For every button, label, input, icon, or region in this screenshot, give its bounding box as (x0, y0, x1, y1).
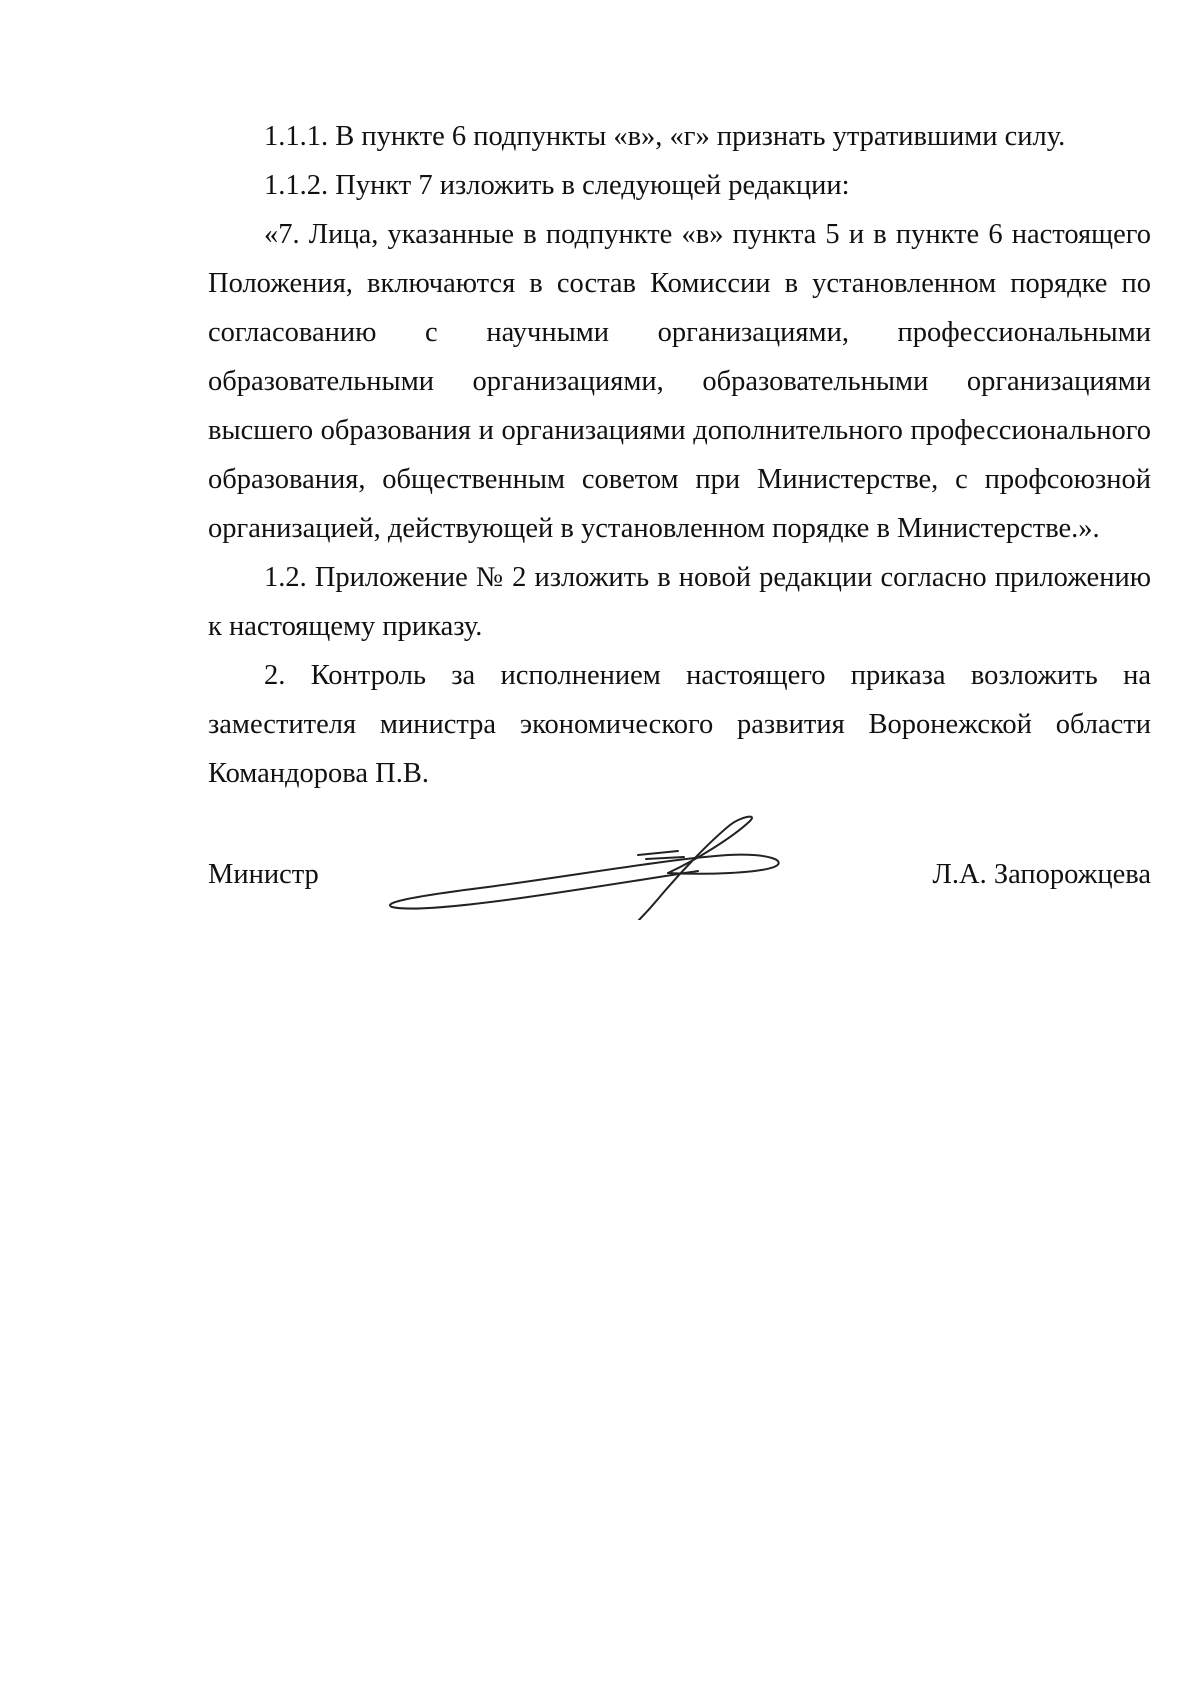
paragraph-2: 2. Контроль за исполнением настоящего приказа возложить на заместителя министра экономического развития Воронежской области Командорова П.В. (208, 660, 1151, 789)
signer-name: Л.А. Запорожцева (932, 859, 1151, 890)
document-body (208, 112, 1151, 798)
paragraph-1-2: 1.2. Приложение № 2 изложить в новой редакции согласно приложению к настоящему приказу. (208, 562, 1151, 642)
handwritten-signature (378, 815, 798, 920)
paragraph-1-1-2: 1.1.2. Пункт 7 изложить в следующей редакции: (264, 170, 850, 201)
signature-block (208, 815, 1151, 925)
paragraph-1-1-1: 1.1.1. В пункте 6 подпункты «в», «г» признать утратившими силу. (264, 121, 1066, 152)
position-title: Министр (208, 859, 319, 890)
paragraph-item-7: «7. Лица, указанные в подпункте «в» пункта 5 и в пункте 6 настоящего Положения, включаются в состав Комиссии в установленном порядке по согласованию с научными организациями, профессиональными образовательными организациями, образовательными организациями высшего образования и организациями дополнительного профессионального образования, общественным советом при Министерстве, с профсоюзной организацией, действующей в установленном порядке в Министерстве.». (208, 219, 1151, 544)
